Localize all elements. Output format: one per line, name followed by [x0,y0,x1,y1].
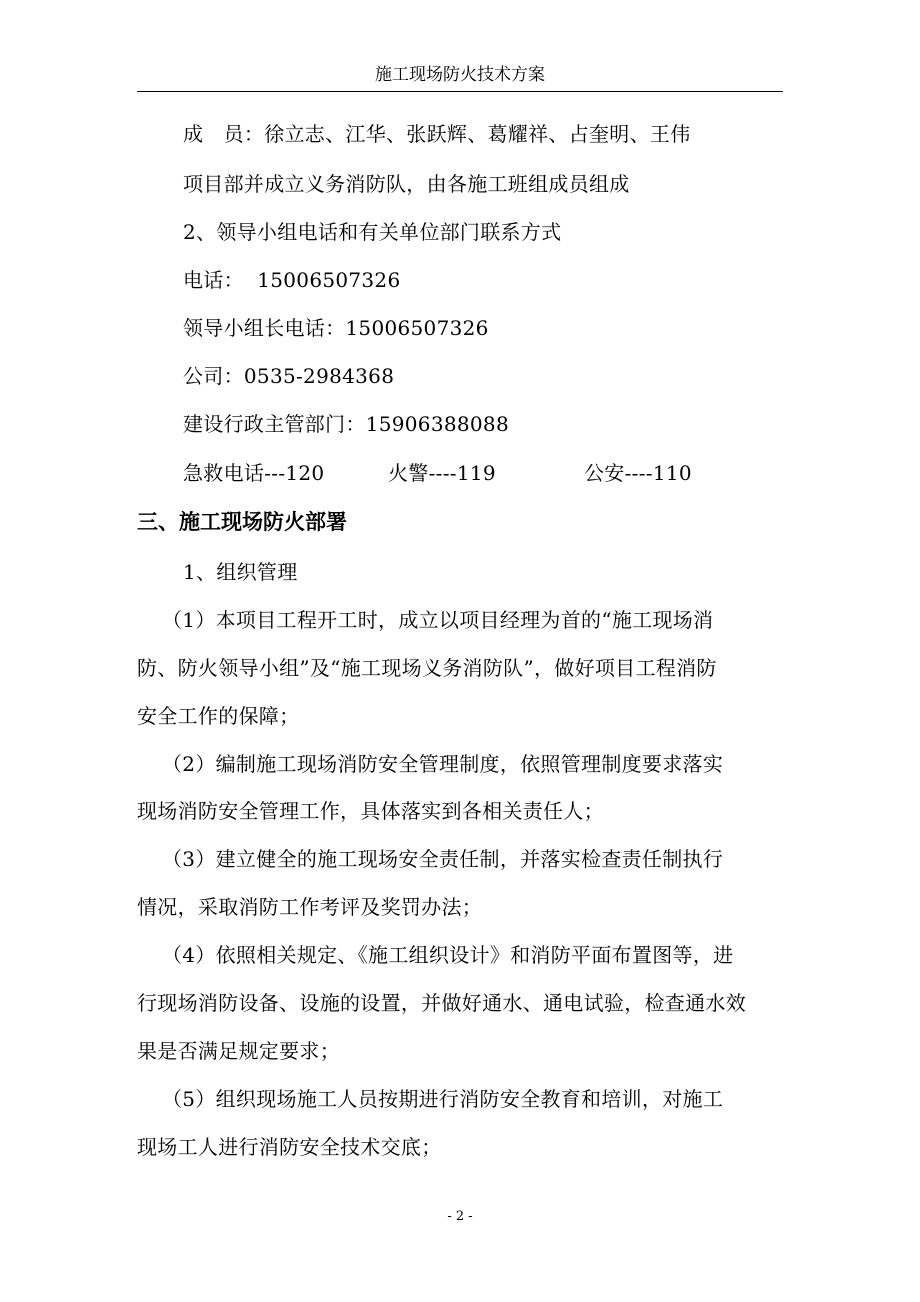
paragraph-line: （1）本项目工程开工时，成立以项目经理为首的“施工现场消 [162,608,714,632]
company-phone-line: 公司：0535-2984368 [183,364,395,388]
fire-alarm-number: 火警----119 [388,461,496,485]
leader-phone-line: 领导小组长电话：15006507326 [183,316,489,340]
paragraph-line: （5）组织现场施工人员按期进行消防安全教育和培训，对施工 [162,1087,724,1111]
phone-line: 电话： 15006507326 [183,268,401,292]
section-heading: 三、施工现场防火部署 [137,510,347,534]
paragraph-line: 情况，采取消防工作考评及奖罚办法； [137,895,483,919]
paragraph-line: 安全工作的保障； [137,704,300,728]
team-line: 项目部并成立义务消防队，由各施工班组成员组成 [183,172,630,196]
header-divider [137,91,783,92]
paragraph-line: 现场消防安全管理工作，具体落实到各相关责任人； [137,799,604,823]
paragraph-line: （3）建立健全的施工现场安全责任制，并落实检查责任制执行 [162,847,724,871]
paragraph-line: 现场工人进行消防安全技术交底； [137,1135,442,1159]
subsection-heading: 1、组织管理 [183,560,298,584]
members-line: 成 员：徐立志、江华、张跃辉、葛耀祥、占奎明、王伟 [183,122,691,146]
paragraph-line: （4）依照相关规定、《施工组织设计》和消防平面布置图等，进 [162,943,734,967]
paragraph-line: 行现场消防设备、设施的设置，并做好通水、通电试验，检查通水效 [137,991,746,1015]
first-aid-number: 急救电话---120 [183,461,325,485]
police-number: 公安----110 [584,461,692,485]
paragraph-line: （2）编制施工现场消防安全管理制度，依照管理制度要求落实 [162,752,724,776]
authority-phone-line: 建设行政主管部门：15906388088 [183,412,509,436]
paragraph-line: 防、防火领导小组”及“施工现场义务消防队”，做好项目工程消防 [137,656,717,680]
page-number: - 2 - [447,1209,473,1224]
document-title: 施工现场防火技术方案 [375,65,545,85]
contact-title: 2、领导小组电话和有关单位部门联系方式 [183,220,562,244]
paragraph-line: 果是否满足规定要求； [137,1039,340,1063]
